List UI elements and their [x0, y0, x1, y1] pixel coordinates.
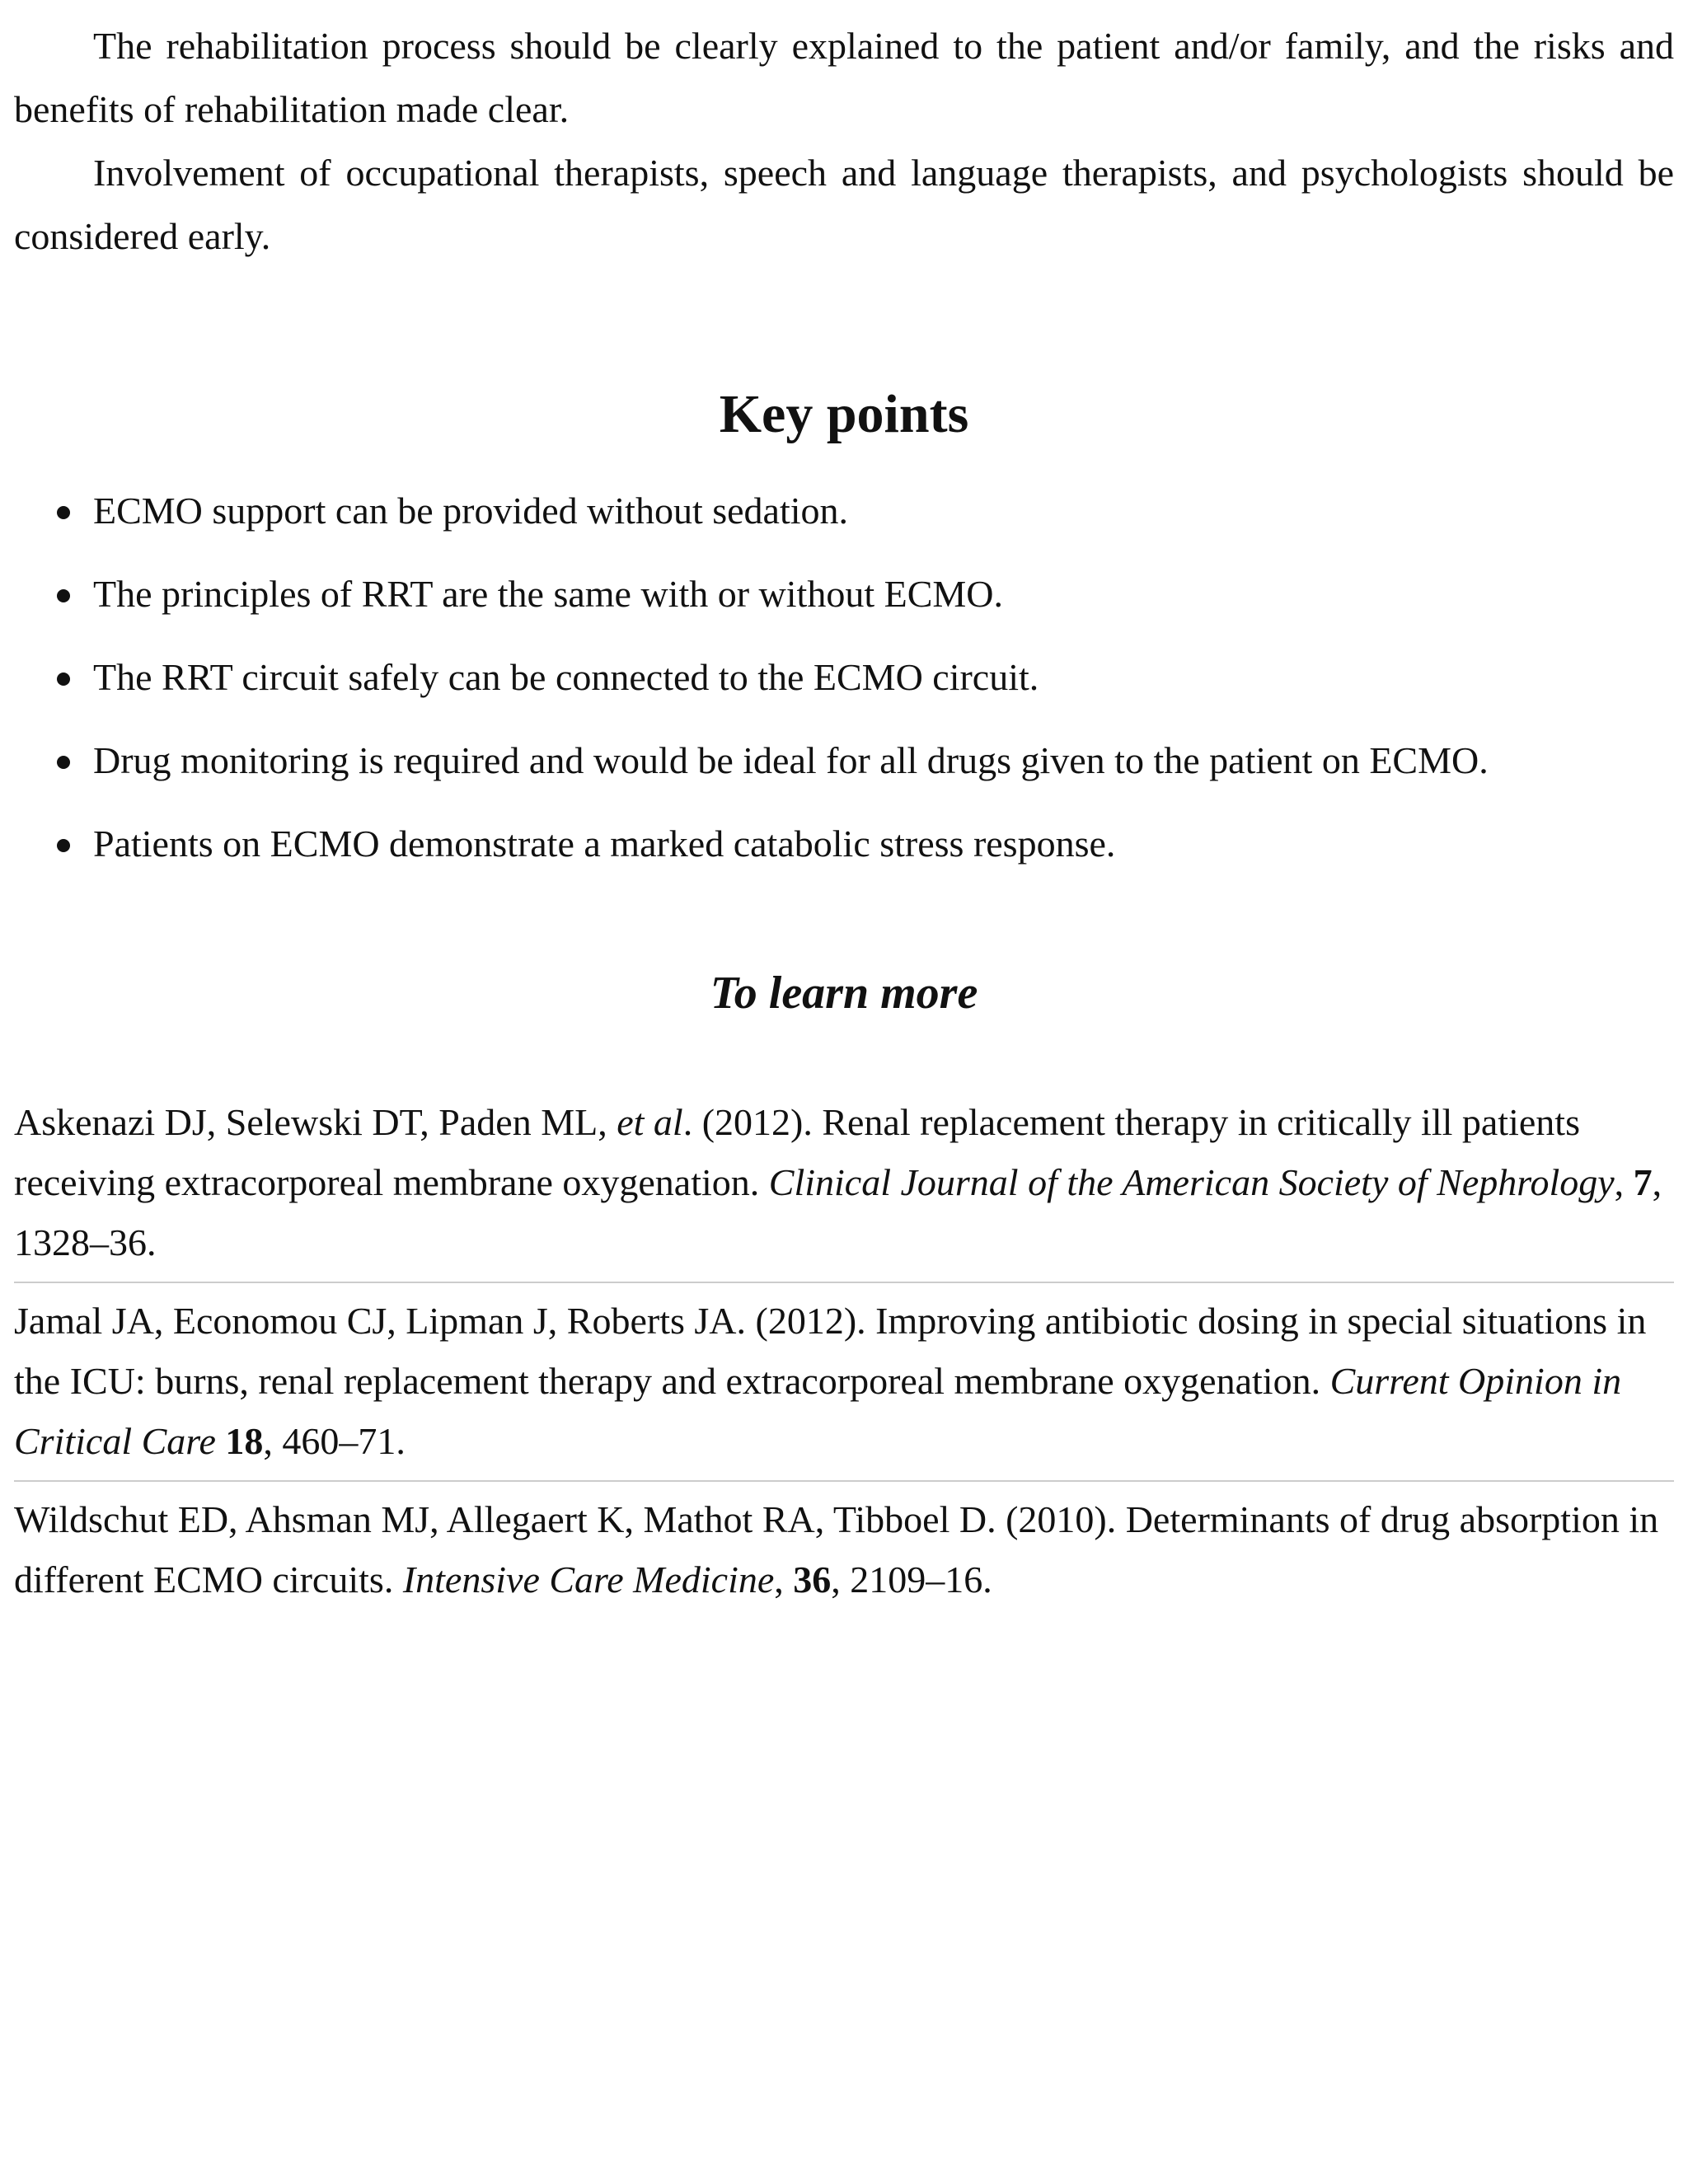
reference-pages: , 2109–16. [831, 1558, 992, 1601]
reference-item [14, 1283, 1674, 1480]
body-paragraph-involvement: Involvement of occupational therapists, speech and language therapists, and psychologists should be considered early. [14, 152, 1674, 257]
learn-more-heading: To learn more [710, 968, 978, 1019]
bullet-icon [57, 506, 70, 519]
key-points-heading: Key points [719, 384, 969, 444]
reference-volume: 7 [1633, 1161, 1653, 1203]
key-point-text: Drug monitoring is required and would be ideal for all drugs given to the patient on ECMO. [93, 739, 1489, 781]
reference-item [14, 1085, 1674, 1282]
reference-details: . (2012). Renal replacement therapy in critically ill patients receiving extracorporeal membrane oxygenation. [14, 1101, 1580, 1203]
document-page [14, 0, 1674, 1601]
key-points-list [14, 482, 1674, 898]
key-point-item [14, 565, 1674, 649]
reference-pages: , 460–71. [263, 1420, 406, 1462]
bullet-icon [57, 756, 70, 769]
key-point-text: The principles of RRT are the same with or without ECMO. [93, 573, 1004, 615]
key-point-item [14, 482, 1674, 565]
key-point-item [14, 815, 1674, 898]
bullet-icon [57, 839, 70, 852]
reference-journal: Current Opinion in Critical Care [14, 1360, 1622, 1462]
reference-separator: , [774, 1558, 794, 1601]
reference-journal: Clinical Journal of the American Society of Nephrology [768, 1161, 1615, 1203]
key-point-text: The RRT circuit safely can be connected to the ECMO circuit. [93, 656, 1039, 698]
reference-volume: 36 [793, 1558, 832, 1601]
bullet-icon [57, 673, 70, 686]
reference-pages: , 1328–36. [14, 1161, 1662, 1263]
reference-details: (2012). Improving antibiotic dosing in special situations in the ICU: burns, renal replacement therapy and extracorporeal membrane oxygenation. [14, 1300, 1647, 1402]
reference-details: (2010). Determinants of drug absorption in different ECMO circuits. [14, 1498, 1659, 1601]
reference-list [14, 1085, 1674, 1619]
reference-authors: Wildschut ED, Ahsman MJ, Allegaert K, Mathot RA, Tibboel D. [14, 1498, 996, 1540]
reference-separator [216, 1420, 226, 1462]
key-point-text: Patients on ECMO demonstrate a marked catabolic stress response. [93, 823, 1116, 865]
key-point-item [14, 649, 1674, 732]
bullet-icon [57, 589, 70, 602]
reference-volume: 18 [225, 1420, 264, 1462]
reference-separator: , [1614, 1161, 1634, 1203]
reference-authors: Askenazi DJ, Selewski DT, Paden ML, [14, 1101, 617, 1143]
reference-item [14, 1482, 1674, 1619]
reference-et-al: et al [617, 1101, 683, 1143]
reference-journal: Intensive Care Medicine [402, 1558, 775, 1601]
key-point-text: ECMO support can be provided without sedation. [93, 490, 849, 532]
key-point-item [14, 732, 1674, 815]
reference-authors: Jamal JA, Economou CJ, Lipman J, Roberts JA. [14, 1300, 746, 1342]
body-paragraph-rehabilitation: The rehabilitation process should be clearly explained to the patient and/or family, and the risks and benefits of rehabilitation made clear. [14, 25, 1674, 130]
